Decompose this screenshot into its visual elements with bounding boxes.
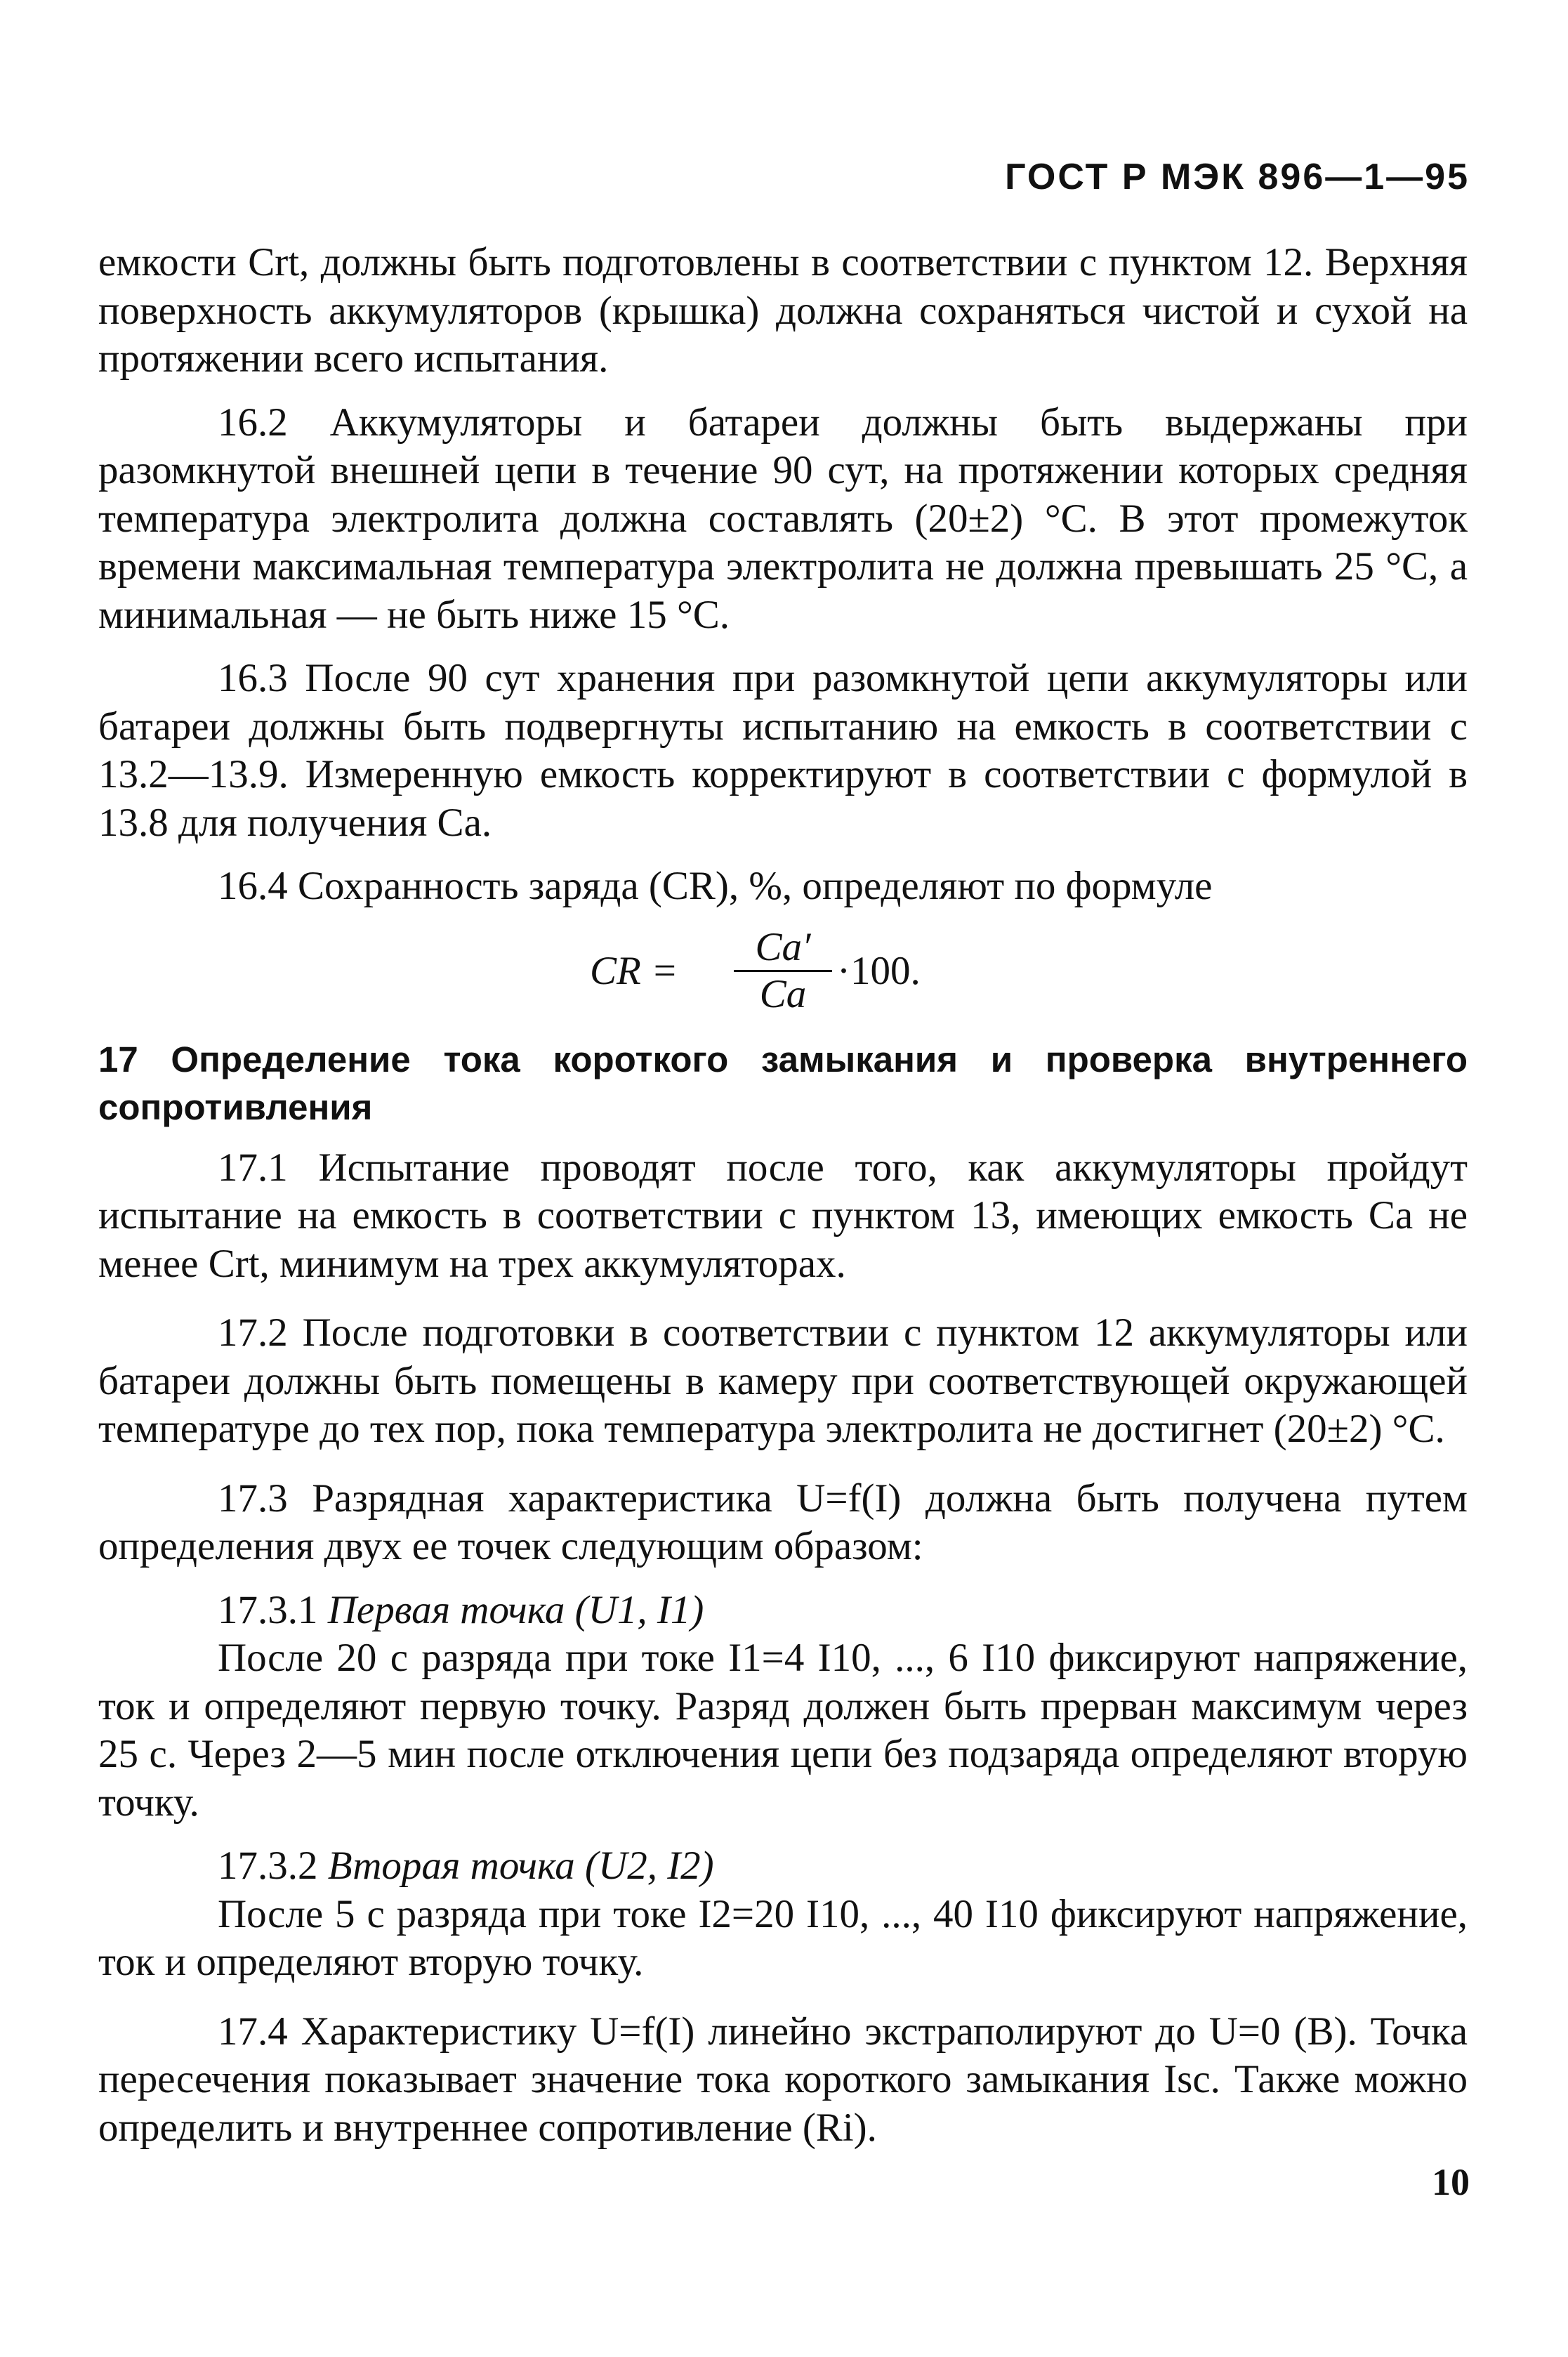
formula-left: CR = [590, 948, 678, 993]
subheading-17-3-2-number: 17.3.2 [218, 1844, 318, 1888]
paragraph-17-2: 17.2 После подготовки в соответствии с пунктом 12 аккумуляторы или батареи должны быть помещены в камеру при соответствующей окружающей температуре до тех пор, пока температура электролита не достигнет (20±2) °С. [98, 1311, 1468, 1451]
paragraph-16-3: 16.3 После 90 сут хранения при разомкнутой цепи аккумуляторы или батареи должны быть подвергнуты испытанию на емкость в соответствии с 13.2—13.9. Измеренную емкость корректируют в соответствии с формулой в 13.8 для получения Ca. [98, 656, 1468, 845]
formula-right: ·100. [837, 948, 921, 993]
subheading-17-3-1 [98, 1587, 1468, 1635]
formula-denominator: Ca [759, 971, 807, 1016]
subheading-17-3-2-title: Вторая точка (U2, I2) [327, 1844, 714, 1888]
section-heading-17: 17 Определение тока короткого замыкания и проверка внутреннего сопротивления [98, 1039, 1468, 1127]
paragraph-17-3-2: После 5 с разряда при токе I2=20 I10, ..., 40 I10 фиксируют напряжение, ток и определяют вторую точку. [98, 1891, 1468, 1984]
subheading-17-3-2 [98, 1842, 1468, 1891]
paragraph-16-2: 16.2 Аккумуляторы и батареи должны быть выдержаны при разомкнутой внешней цепи в течение 90 сут, на протяжении которых средняя температура электролита должна составлять (20±2) °С. В этот промежуток времени максимальная температура электролита не должна превышать 25 °С, а минимальная — не быть ниже 15 °С. [98, 400, 1468, 637]
paragraph-17-4: 17.4 Характеристику U=f(I) линейно экстраполируют до U=0 (В). Точка пересечения показывает значение тока короткого замыкания Isc. Также можно определить и внутреннее сопротивление (Ri). [98, 2009, 1468, 2150]
page-header: ГОСТ Р МЭК 896—1—95 [1005, 157, 1470, 197]
subheading-17-3-1-number: 17.3.1 [218, 1587, 318, 1632]
paragraph-16-4: 16.4 Сохранность заряда (CR), %, определяют по формуле [218, 864, 1213, 908]
page-body [98, 239, 1468, 2152]
paragraph-17-3: 17.3 Разрядная характеристика U=f(I) должна быть получена путем определения двух ее точек следующим образом: [98, 1476, 1468, 1568]
paragraph-continuation: емкости Crt, должны быть подготовлены в соответствии с пунктом 12. Верхняя поверхность аккумуляторов (крышка) должна сохраняться чистой и сухой на протяжении всего испытания. [98, 240, 1468, 381]
formula-fraction [734, 926, 832, 1016]
paragraph-17-3-1: После 20 с разряда при токе I1=4 I10, ..., 6 I10 фиксируют напряжение, ток и определяют первую точку. Разряд должен быть прерван максимум через 25 с. Через 2—5 мин после отключения цепи без подзаряда определяют вторую точку. [98, 1636, 1468, 1825]
paragraph-17-1: 17.1 Испытание проводят после того, как аккумуляторы пройдут испытание на емкость в соответствии с пунктом 13, имеющих емкость Ca не менее Crt, минимум на трех аккумуляторах. [98, 1145, 1468, 1286]
formula-charge-retention [98, 924, 1468, 1016]
formula-numerator: Ca′ [755, 924, 811, 969]
page-number: 10 [1432, 2161, 1470, 2203]
subheading-17-3-1-title: Первая точка (U1, I1) [327, 1587, 704, 1632]
